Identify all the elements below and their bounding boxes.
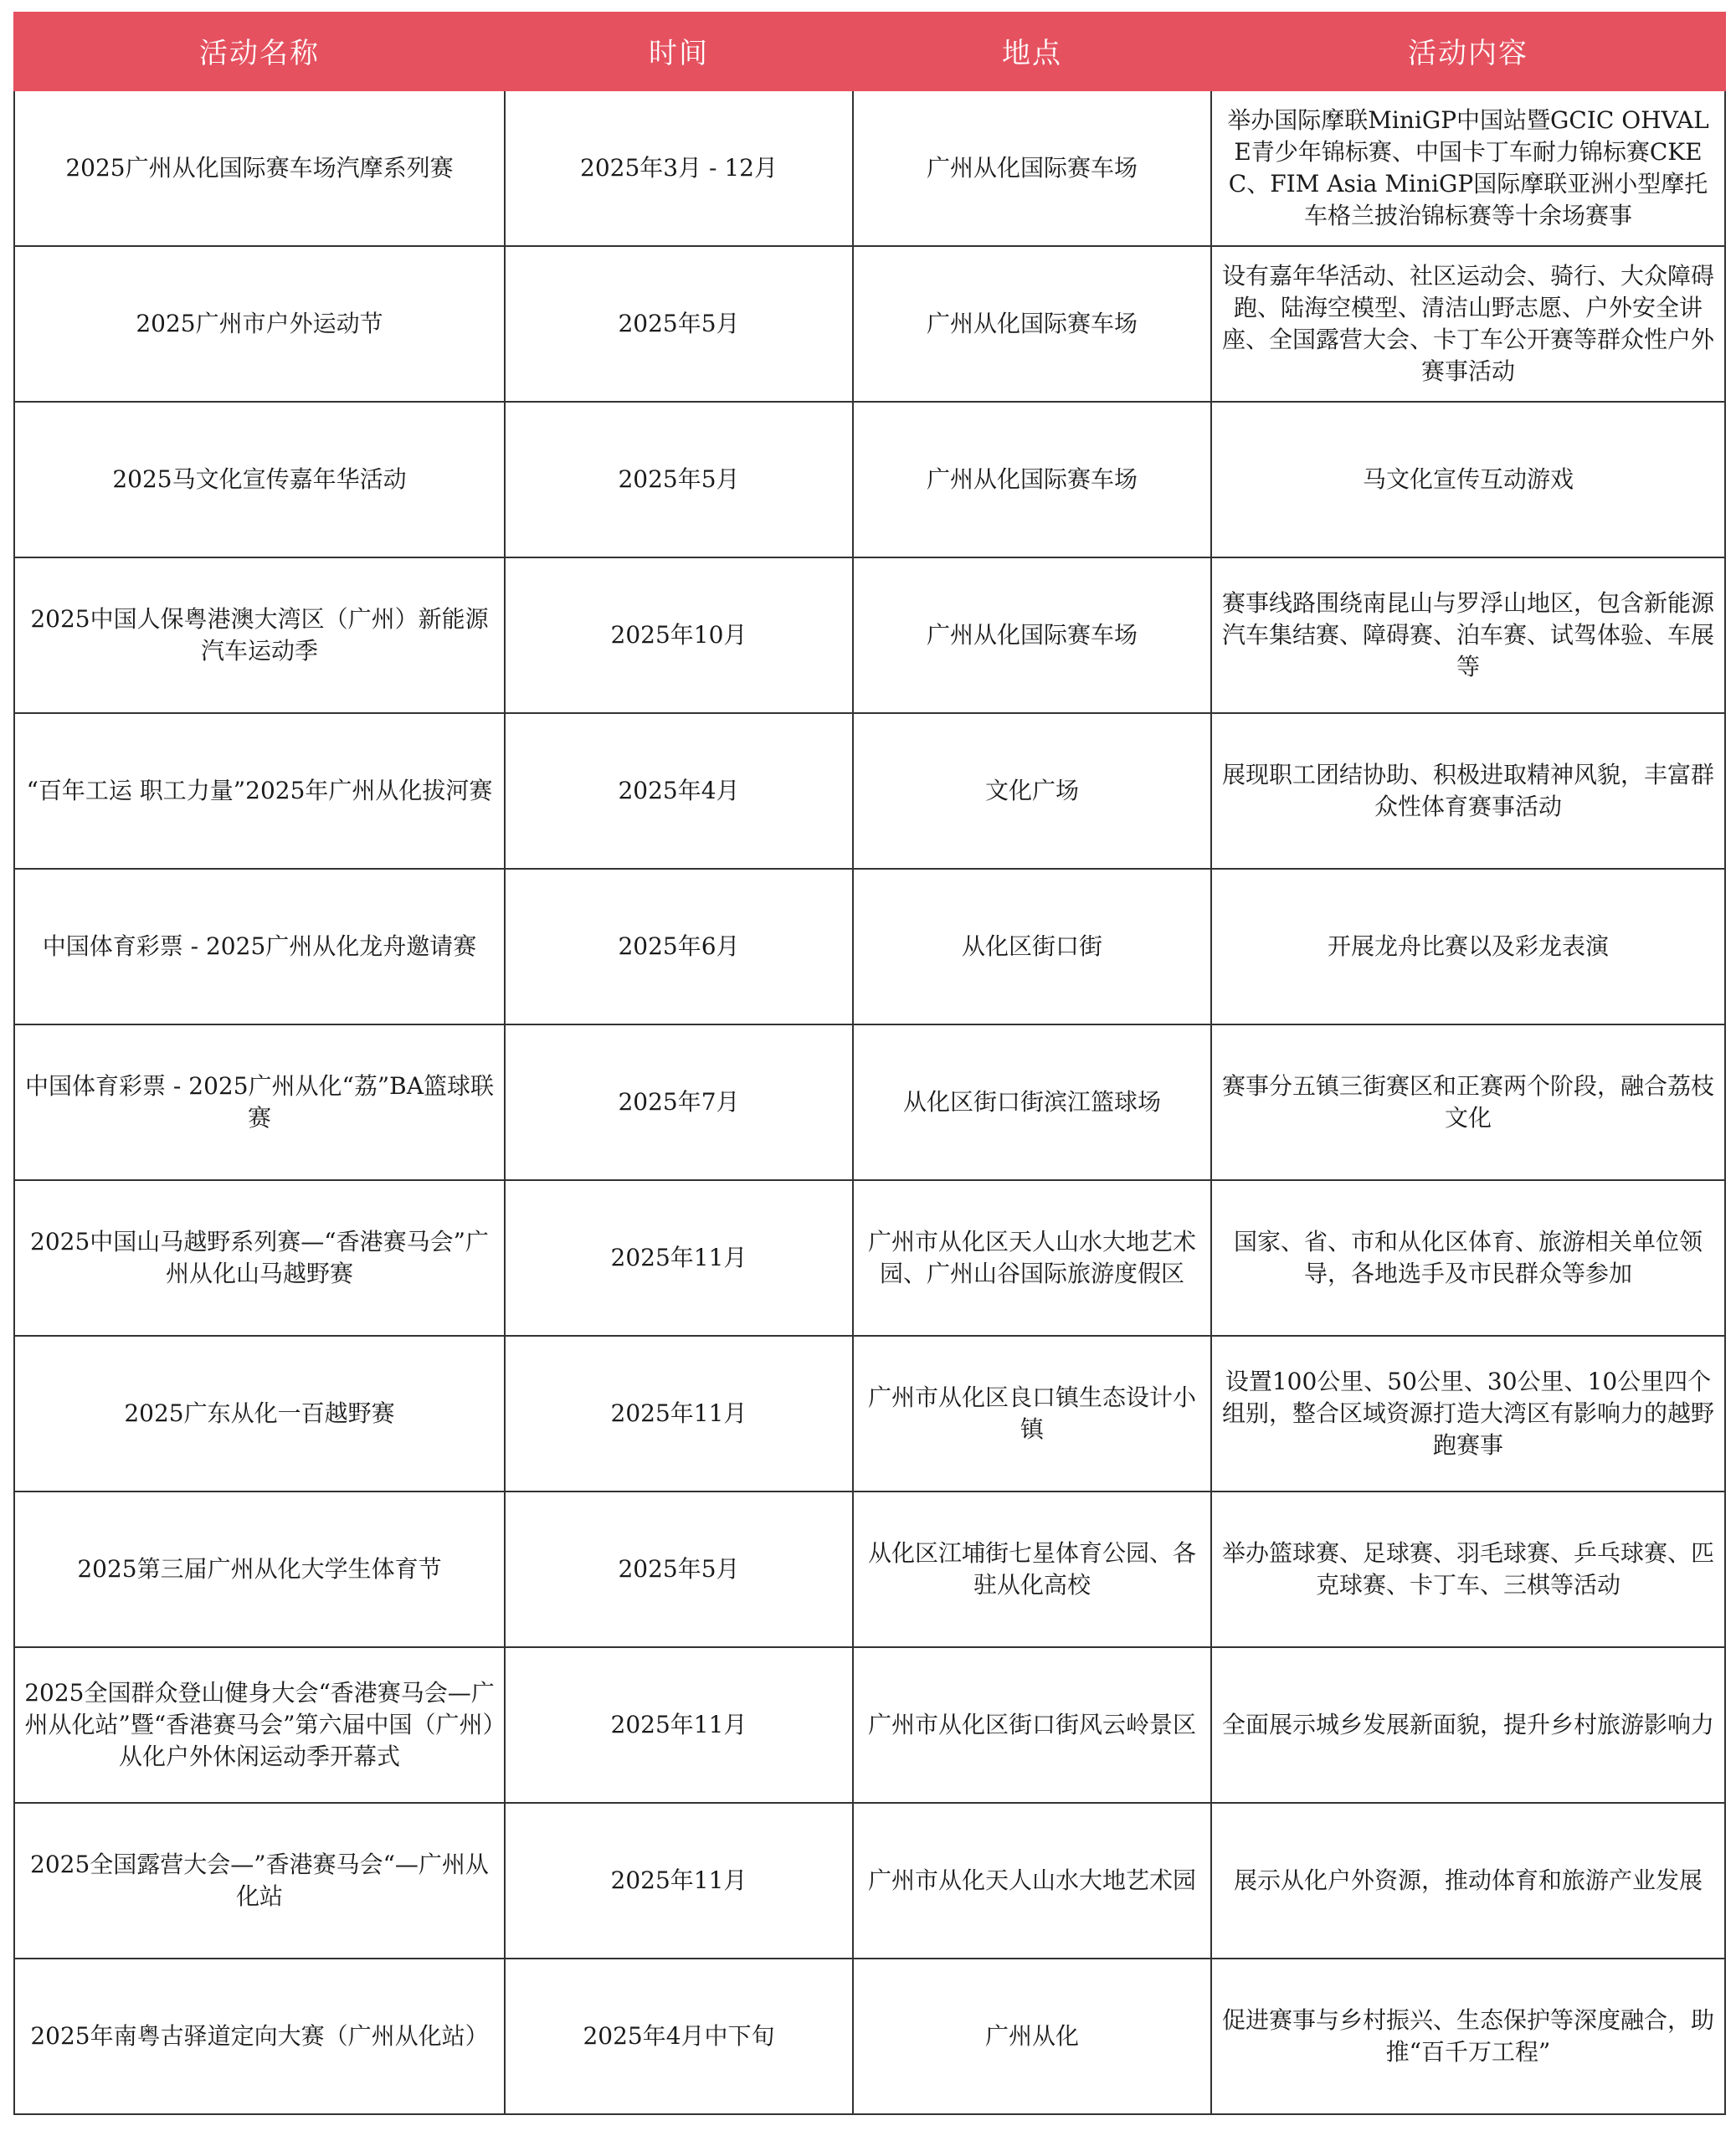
cell-content: 赛事线路围绕南昆山与罗浮山地区，包含新能源汽车集结赛、障碍赛、泊车赛、试驾体验、车展等	[1211, 557, 1725, 713]
cell-place: 广州从化国际赛车场	[853, 557, 1211, 713]
cell-content: 展现职工团结协助、积极进取精神风貌，丰富群众性体育赛事活动	[1211, 713, 1725, 869]
cell-content: 开展龙舟比赛以及彩龙表演	[1211, 869, 1725, 1024]
cell-time: 2025年4月	[505, 713, 853, 869]
cell-place: 从化区街口街滨江篮球场	[853, 1024, 1211, 1180]
cell-time: 2025年5月	[505, 246, 853, 402]
table-row	[14, 713, 1725, 869]
cell-time: 2025年5月	[505, 1492, 853, 1647]
cell-content: 促进赛事与乡村振兴、生态保护等深度融合，助推“百千万工程”	[1211, 1959, 1725, 2114]
cell-place: 广州从化	[853, 1959, 1211, 2114]
cell-place: 广州从化国际赛车场	[853, 402, 1211, 557]
header-place: 地点	[853, 12, 1211, 90]
cell-activity-name: 2025广东从化一百越野赛	[14, 1336, 505, 1492]
cell-activity-name: 中国体育彩票 - 2025广州从化“荔”BA篮球联赛	[14, 1024, 505, 1180]
cell-content: 举办篮球赛、足球赛、羽毛球赛、乒乓球赛、匹克球赛、卡丁车、三棋等活动	[1211, 1492, 1725, 1647]
cell-time: 2025年11月	[505, 1180, 853, 1336]
table-row	[14, 869, 1725, 1024]
cell-activity-name: 2025第三届广州从化大学生体育节	[14, 1492, 505, 1647]
cell-content: 马文化宣传互动游戏	[1211, 402, 1725, 557]
cell-activity-name: 2025中国人保粤港澳大湾区（广州）新能源汽车运动季	[14, 557, 505, 713]
cell-activity-name: 2025马文化宣传嘉年华活动	[14, 402, 505, 557]
cell-time: 2025年4月中下旬	[505, 1959, 853, 2114]
cell-content: 设置100公里、50公里、30公里、10公里四个组别，整合区域资源打造大湾区有影响力的越野跑赛事	[1211, 1336, 1725, 1492]
events-sheet	[13, 12, 1724, 2115]
cell-time: 2025年7月	[505, 1024, 853, 1180]
table-row	[14, 557, 1725, 713]
cell-activity-name: 2025中国山马越野系列赛—“香港赛马会”广州从化山马越野赛	[14, 1180, 505, 1336]
table-row	[14, 246, 1725, 402]
table-row	[14, 1180, 1725, 1336]
header-row	[14, 12, 1725, 90]
cell-place: 广州从化国际赛车场	[853, 90, 1211, 246]
cell-place: 广州市从化区街口街风云岭景区	[853, 1647, 1211, 1803]
header-content: 活动内容	[1211, 12, 1725, 90]
table-row	[14, 1336, 1725, 1492]
cell-place: 文化广场	[853, 713, 1211, 869]
cell-time: 2025年10月	[505, 557, 853, 713]
cell-activity-name: 2025全国露营大会—”香港赛马会“—广州从化站	[14, 1803, 505, 1959]
cell-content: 赛事分五镇三街赛区和正赛两个阶段，融合荔枝文化	[1211, 1024, 1725, 1180]
cell-place: 从化区江埔街七星体育公园、各驻从化高校	[853, 1492, 1211, 1647]
cell-activity-name: 中国体育彩票 - 2025广州从化龙舟邀请赛	[14, 869, 505, 1024]
cell-content: 国家、省、市和从化区体育、旅游相关单位领导，各地选手及市民群众等参加	[1211, 1180, 1725, 1336]
table-row	[14, 1647, 1725, 1803]
cell-content: 全面展示城乡发展新面貌，提升乡村旅游影响力	[1211, 1647, 1725, 1803]
table-row	[14, 1024, 1725, 1180]
cell-content: 举办国际摩联MiniGP中国站暨GCIC OHVALE青少年锦标赛、中国卡丁车耐力锦标赛CKEC、FIM Asia MiniGP国际摩联亚洲小型摩托车格兰披治锦标赛等十余场赛事	[1211, 90, 1725, 246]
cell-activity-name: 2025广州市户外运动节	[14, 246, 505, 402]
table-row	[14, 90, 1725, 246]
cell-time: 2025年11月	[505, 1647, 853, 1803]
cell-content: 设有嘉年华活动、社区运动会、骑行、大众障碍跑、陆海空模型、清洁山野志愿、户外安全讲座、全国露营大会、卡丁车公开赛等群众性户外赛事活动	[1211, 246, 1725, 402]
cell-place: 广州市从化天人山水大地艺术园	[853, 1803, 1211, 1959]
table-row	[14, 402, 1725, 557]
header-activity-name: 活动名称	[14, 12, 505, 90]
cell-time: 2025年5月	[505, 402, 853, 557]
cell-place: 广州市从化区天人山水大地艺术园、广州山谷国际旅游度假区	[853, 1180, 1211, 1336]
cell-place: 广州从化国际赛车场	[853, 246, 1211, 402]
table-row	[14, 1959, 1725, 2114]
cell-content: 展示从化户外资源，推动体育和旅游产业发展	[1211, 1803, 1725, 1959]
cell-activity-name: 2025广州从化国际赛车场汽摩系列赛	[14, 90, 505, 246]
cell-place: 广州市从化区良口镇生态设计小镇	[853, 1336, 1211, 1492]
events-table	[13, 12, 1726, 2115]
header-time: 时间	[505, 12, 853, 90]
cell-activity-name: 2025年南粤古驿道定向大赛（广州从化站）	[14, 1959, 505, 2114]
cell-time: 2025年6月	[505, 869, 853, 1024]
cell-activity-name: “百年工运 职工力量”2025年广州从化拔河赛	[14, 713, 505, 869]
table-row	[14, 1492, 1725, 1647]
cell-time: 2025年11月	[505, 1336, 853, 1492]
cell-time: 2025年11月	[505, 1803, 853, 1959]
cell-time: 2025年3月 - 12月	[505, 90, 853, 246]
cell-place: 从化区街口街	[853, 869, 1211, 1024]
table-row	[14, 1803, 1725, 1959]
cell-activity-name: 2025全国群众登山健身大会“香港赛马会—广州从化站”暨“香港赛马会”第六届中国（广州）从化户外休闲运动季开幕式	[14, 1647, 505, 1803]
